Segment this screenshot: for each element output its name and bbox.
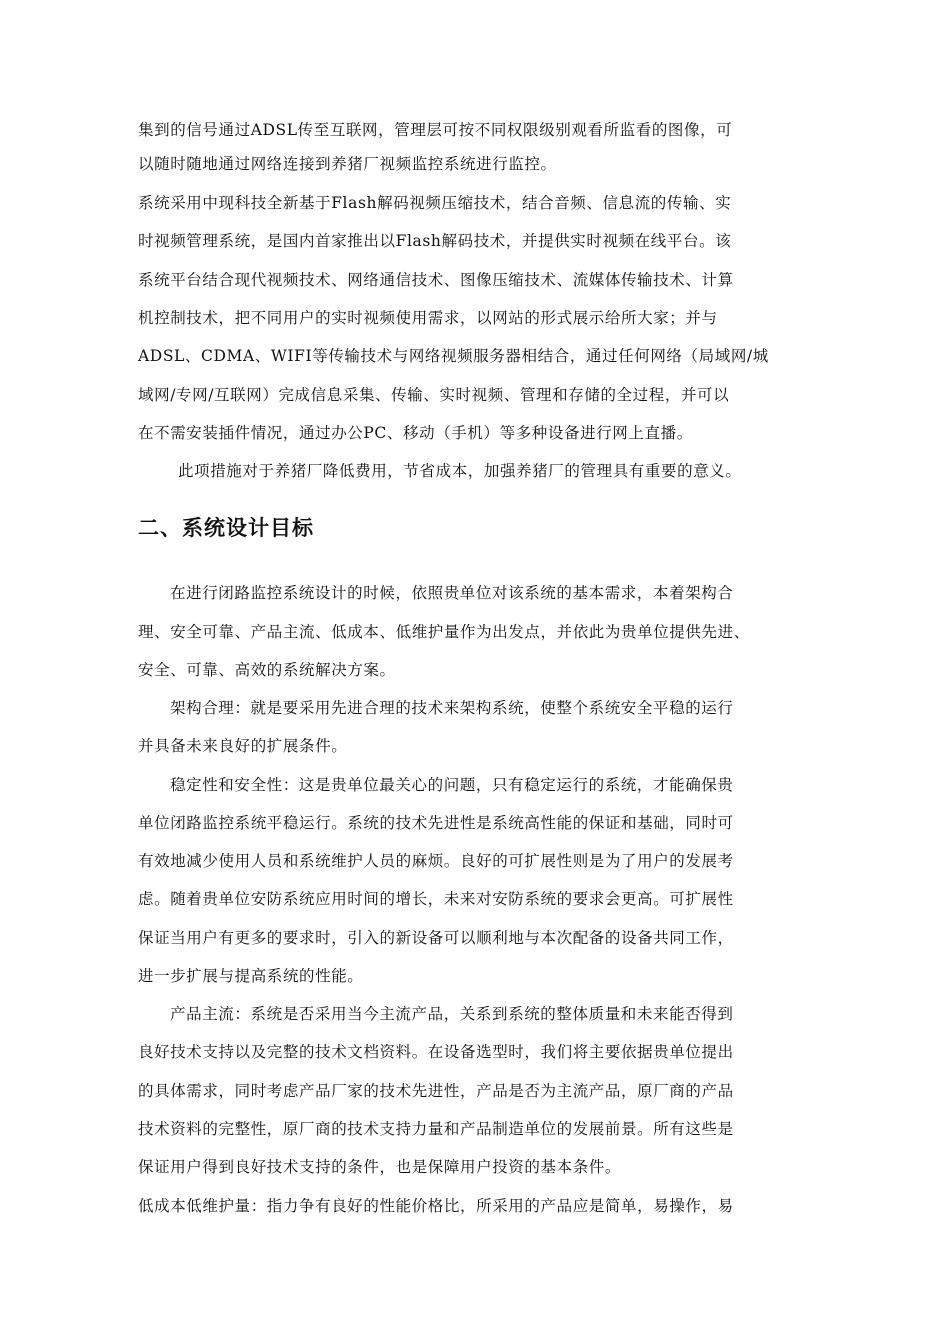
design-p3-line-6: 进一步扩展与提高系统的性能。 (138, 967, 364, 985)
design-p1-line-2: 理、安全可靠、产品主流、低成本、低维护量作为出发点，并依此为贵单位提供先进、 (138, 623, 750, 641)
design-p1-line-1: 在进行闭路监控系统设计的时候，依照贵单位对该系统的基本需求，本着架构合 (170, 584, 734, 602)
design-p4-line-5: 保证用户得到良好技术支持的条件，也是保障用户投资的基本条件。 (138, 1158, 622, 1176)
intro-p2-line-5: ADSL、CDMA、WIFI等传输技术与网络视频服务器相结合，通过任何网络（局域网/城 (138, 347, 769, 365)
intro-p2-line-2: 时视频管理系统，是国内首家推出以Flash解码技术，并提供实时视频在线平台。该 (138, 232, 732, 250)
design-p4-line-1: 产品主流：系统是否采用当今主流产品，关系到系统的整体质量和未来能否得到 (170, 1005, 734, 1023)
design-p2-line-1: 架构合理：就是要采用先进合理的技术来架构系统，使整个系统安全平稳的运行 (170, 699, 734, 717)
intro-p3-line-1: 此项措施对于养猪厂降低费用，节省成本，加强养猪厂的管理具有重要的意义。 (178, 462, 742, 480)
design-p2-line-2: 并具备未来良好的扩展条件。 (138, 737, 348, 755)
design-p3-line-4: 虑。随着贵单位安防系统应用时间的增长，未来对安防系统的要求会更高。可扩展性 (138, 890, 734, 908)
intro-p1-line-2: 以随时随地通过网络连接到养猪厂视频监控系统进行监控。 (138, 155, 557, 173)
intro-p2-line-1: 系统采用中现科技全新基于Flash解码视频压缩技术，结合音频、信息流的传输、实 (138, 194, 732, 212)
intro-p2-line-3: 系统平台结合现代视频技术、网络通信技术、图像压缩技术、流媒体传输技术、计算 (138, 271, 734, 289)
design-p4-line-3: 的具体需求，同时考虑产品厂家的技术先进性，产品是否为主流产品，原厂商的产品 (138, 1082, 734, 1100)
intro-p2-line-4: 机控制技术，把不同用户的实时视频使用需求，以网站的形式展示给所大家；并与 (138, 309, 718, 327)
intro-p1-line-1: 集到的信号通过ADSL传至互联网，管理层可按不同权限级别观看所监看的图像，可 (138, 121, 733, 139)
design-p1-line-3: 安全、可靠、高效的系统解决方案。 (138, 661, 396, 679)
intro-p2-line-6: 域网/专网/互联网）完成信息采集、传输、实时视频、管理和存储的全过程，并可以 (138, 386, 730, 404)
section-heading: 二、系统设计目标 (138, 516, 314, 540)
design-p3-line-1: 稳定性和安全性：这是贵单位最关心的问题，只有稳定运行的系统，才能确保贵 (170, 776, 734, 794)
design-p4-line-2: 良好技术支持以及完整的技术文档资料。在设备选型时，我们将主要依据贵单位提出 (138, 1043, 734, 1061)
design-p3-line-2: 单位闭路监控系统平稳运行。系统的技术先进性是系统高性能的保证和基础，同时可 (138, 814, 734, 832)
design-p3-line-3: 有效地减少使用人员和系统维护人员的麻烦。良好的可扩展性则是为了用户的发展考 (138, 852, 734, 870)
design-p4-line-4: 技术资料的完整性，原厂商的技术支持力量和产品制造单位的发展前景。所有这些是 (138, 1120, 734, 1138)
intro-p2-line-7: 在不需安装插件情况，通过办公PC、移动（手机）等多种设备进行网上直播。 (138, 424, 693, 442)
design-p3-line-5: 保证当用户有更多的要求时，引入的新设备可以顺利地与本次配备的设备共同工作， (138, 929, 734, 947)
design-p5-line-1: 低成本低维护量：指力争有良好的性能价格比，所采用的产品应是简单，易操作，易 (138, 1197, 734, 1215)
